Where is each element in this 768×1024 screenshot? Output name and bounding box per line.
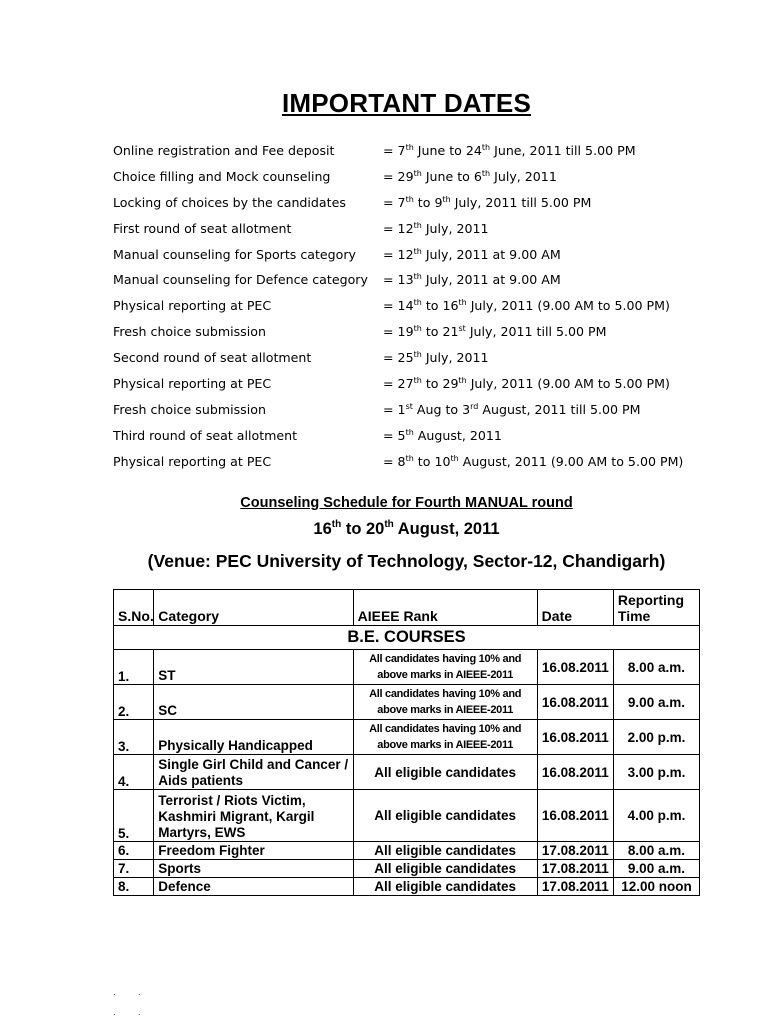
row-reporting-time: 8.00 a.m. [613, 650, 699, 685]
table-row [114, 790, 700, 842]
text-run: to 29 [421, 376, 459, 392]
schedule-date-range [0, 520, 768, 539]
ordinal-suffix: th [405, 453, 414, 463]
text-run: July, 2011 [421, 220, 489, 236]
text-run: 16 [313, 520, 332, 538]
text-run: August, 2011 till 5.00 PM [478, 401, 641, 417]
text-run: to 20 [341, 520, 385, 538]
row-aieee-rank: All eligible candidates [353, 878, 537, 896]
text-run: July, 2011 at 9.00 AM [421, 272, 561, 288]
header-sno: S.No. [114, 590, 154, 626]
event-date [383, 298, 670, 313]
ordinal-suffix: th [413, 298, 422, 308]
row-aieee-rank: All candidates having 10% and above marks in AIEEE-2011 [353, 685, 537, 720]
date-row [113, 424, 733, 450]
date-row [113, 139, 733, 165]
page-title: IMPORTANT DATES [281, 88, 532, 118]
ordinal-suffix: th [413, 168, 422, 178]
event-date [383, 376, 670, 391]
row-date: 17.08.2011 [537, 860, 613, 878]
text-run: July, 2011 [421, 350, 489, 366]
event-date [383, 195, 591, 210]
important-dates-list [113, 139, 733, 476]
event-date [383, 402, 640, 417]
text-run: June, 2011 till 5.00 PM [490, 143, 636, 158]
row-reporting-time: 3.00 p.m. [613, 755, 699, 790]
event-date [383, 454, 683, 469]
text-run: June to 6 [421, 168, 482, 184]
event-date [383, 350, 489, 365]
table-row [114, 755, 700, 790]
text-run: July, 2011 (9.00 AM to 5.00 PM) [466, 298, 670, 314]
row-category: Single Girl Child and Cancer / Aids patients [154, 755, 353, 790]
row-category: Defence [154, 878, 353, 896]
text-run: = 12 [383, 220, 414, 236]
text-run: Aug to 3 [412, 401, 471, 417]
header-aieee-rank: AIEEE Rank [353, 590, 537, 626]
row-date: 16.08.2011 [537, 685, 613, 720]
row-sno: 2. [114, 685, 154, 720]
event-label: Second round of seat allotment [113, 350, 312, 366]
row-category: Sports [154, 860, 353, 878]
ordinal-suffix: th [450, 453, 459, 463]
text-run: July, 2011 till 5.00 PM [465, 324, 607, 340]
event-label: Physical reporting at PEC [113, 298, 272, 314]
text-run: to 16 [421, 298, 459, 314]
date-row [113, 191, 733, 217]
event-date [383, 272, 561, 287]
date-row [113, 450, 733, 476]
row-reporting-time: 9.00 a.m. [613, 860, 699, 878]
row-sno: 8. [114, 878, 154, 896]
ordinal-suffix: st [405, 401, 413, 411]
ordinal-suffix: th [384, 519, 394, 530]
event-label: Locking of choices by the candidates [113, 194, 346, 210]
event-label: Online registration and Fee deposit [113, 143, 335, 158]
event-label: Fresh choice submission [113, 401, 266, 417]
row-category: Freedom Fighter [154, 842, 353, 860]
text-run: August, 2011 (9.00 AM to 5.00 PM) [458, 453, 684, 469]
ordinal-suffix: th [331, 519, 342, 530]
text-run: June to 24 [413, 143, 482, 158]
row-aieee-rank: All eligible candidates [353, 755, 537, 790]
text-run: = 12 [383, 246, 414, 262]
table-row [114, 878, 700, 896]
header-category: Category [154, 590, 353, 626]
text-run: July, 2011 at 9.00 AM [421, 246, 561, 262]
event-date [383, 428, 502, 443]
date-row [113, 243, 733, 269]
event-date [383, 143, 636, 158]
text-run: to 9 [413, 194, 443, 210]
date-row [113, 398, 733, 424]
event-label: First round of seat allotment [113, 220, 292, 236]
ordinal-suffix: th [405, 143, 414, 152]
text-run: July, 2011 till 5.00 PM [450, 194, 592, 210]
row-date: 16.08.2011 [537, 720, 613, 755]
stray-mark: · · [113, 990, 141, 999]
date-row [113, 372, 733, 398]
text-run: August, 2011 [393, 520, 500, 538]
row-aieee-rank: All candidates having 10% and above marks in AIEEE-2011 [353, 650, 537, 685]
table-row [114, 650, 700, 685]
row-sno: 3. [114, 720, 154, 755]
row-aieee-rank: All candidates having 10% and above marks in AIEEE-2011 [353, 720, 537, 755]
text-run: to 10 [413, 453, 451, 469]
event-date [383, 169, 557, 184]
schedule-heading: Counseling Schedule for Fourth MANUAL round [240, 495, 573, 511]
text-run: = 7 [383, 143, 406, 158]
ordinal-suffix: th [413, 376, 422, 386]
table-header-row [114, 590, 700, 626]
table-row [114, 685, 700, 720]
ordinal-suffix: th [481, 143, 491, 152]
event-date [383, 324, 606, 339]
header-date: Date [537, 590, 613, 626]
text-run: to 21 [421, 324, 459, 340]
row-sno: 1. [114, 650, 154, 685]
ordinal-suffix: st [458, 324, 466, 334]
row-category: Physically Handicapped [154, 720, 353, 755]
date-row [113, 320, 733, 346]
row-reporting-time: 9.00 a.m. [613, 685, 699, 720]
row-category: ST [154, 650, 353, 685]
date-row [113, 346, 733, 372]
event-label: Choice filling and Mock counseling [113, 168, 331, 184]
row-aieee-rank: All eligible candidates [353, 860, 537, 878]
date-row [113, 268, 733, 294]
table-row [114, 860, 700, 878]
row-reporting-time: 8.00 a.m. [613, 842, 699, 860]
ordinal-suffix: th [481, 168, 491, 178]
text-run: July, 2011 (9.00 AM to 5.00 PM) [466, 376, 670, 392]
event-label: Manual counseling for Defence category [113, 272, 368, 288]
row-sno: 6. [114, 842, 154, 860]
header-reporting-time: Reporting Time [613, 590, 699, 626]
date-row [113, 165, 733, 191]
stray-mark: · · [113, 1010, 141, 1019]
ordinal-suffix: th [442, 194, 451, 204]
row-sno: 5. [114, 790, 154, 842]
date-row [113, 294, 733, 320]
section-row [114, 626, 700, 650]
event-label: Fresh choice submission [113, 324, 266, 340]
text-run: July, 2011 [490, 168, 557, 184]
text-run: = 5 [383, 427, 406, 443]
text-run: August, 2011 [413, 427, 502, 443]
event-label: Third round of seat allotment [113, 427, 298, 443]
row-reporting-time: 4.00 p.m. [613, 790, 699, 842]
event-label: Physical reporting at PEC [113, 376, 272, 392]
ordinal-suffix: th [413, 220, 422, 230]
row-aieee-rank: All eligible candidates [353, 790, 537, 842]
date-row [113, 217, 733, 243]
ordinal-suffix: th [413, 272, 422, 282]
event-label: Physical reporting at PEC [113, 453, 272, 469]
text-run: = 8 [383, 453, 406, 469]
text-run: = 29 [383, 168, 414, 184]
counseling-schedule-table [113, 589, 700, 896]
text-run: = 1 [383, 401, 406, 417]
row-sno: 4. [114, 755, 154, 790]
ordinal-suffix: th [413, 324, 422, 334]
ordinal-suffix: th [413, 350, 422, 360]
text-run: = 7 [383, 194, 406, 210]
ordinal-suffix: th [458, 376, 467, 386]
row-reporting-time: 12.00 noon [613, 878, 699, 896]
row-date: 17.08.2011 [537, 878, 613, 896]
ordinal-suffix: th [405, 427, 414, 437]
row-category: SC [154, 685, 353, 720]
row-date: 16.08.2011 [537, 755, 613, 790]
row-aieee-rank: All eligible candidates [353, 842, 537, 860]
row-date: 17.08.2011 [537, 842, 613, 860]
row-date: 16.08.2011 [537, 790, 613, 842]
row-reporting-time: 2.00 p.m. [613, 720, 699, 755]
table-row [114, 842, 700, 860]
row-category: Terrorist / Riots Victim, Kashmiri Migrant, Kargil Martyrs, EWS [154, 790, 353, 842]
ordinal-suffix: rd [470, 401, 479, 411]
event-label: Manual counseling for Sports category [113, 246, 356, 262]
text-run: = 27 [383, 376, 414, 392]
table-row [114, 720, 700, 755]
section-title: B.E. COURSES [114, 626, 700, 650]
row-sno: 7. [114, 860, 154, 878]
schedule-venue: (Venue: PEC University of Technology, Sector-12, Chandigarh) [147, 551, 666, 571]
text-run: = 14 [383, 298, 414, 314]
text-run: = 13 [383, 272, 414, 288]
event-date [383, 247, 561, 262]
event-date [383, 221, 489, 236]
row-date: 16.08.2011 [537, 650, 613, 685]
ordinal-suffix: th [413, 246, 422, 256]
text-run: = 19 [383, 324, 414, 340]
text-run: = 25 [383, 350, 414, 366]
ordinal-suffix: th [458, 298, 467, 308]
ordinal-suffix: th [405, 194, 414, 204]
